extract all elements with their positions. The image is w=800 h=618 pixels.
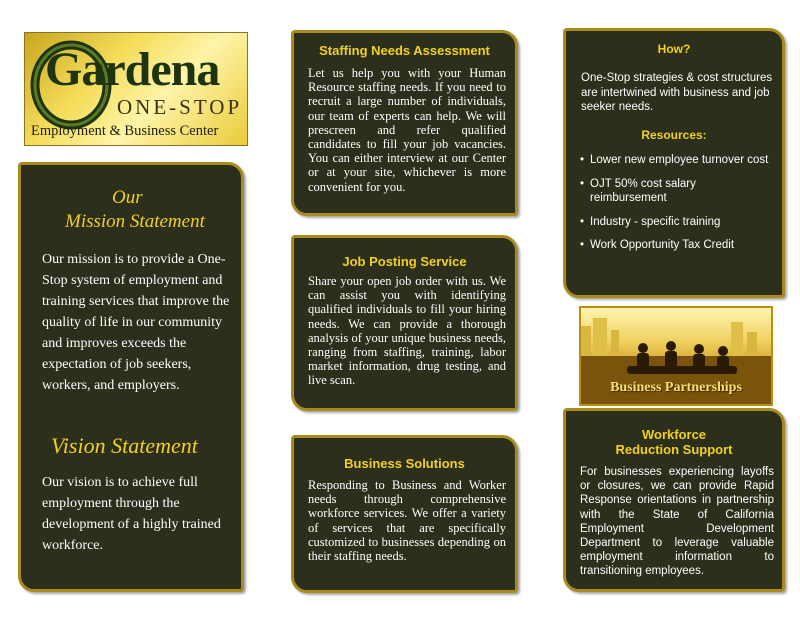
mission-title-line2: Mission Statement <box>65 211 205 232</box>
workforce-title-line1: Workforce <box>641 427 707 442</box>
mission-title-line1: Our <box>112 187 143 208</box>
bullet-icon: • <box>580 177 585 190</box>
bullet-icon: • <box>580 154 585 166</box>
workforce-panel <box>563 408 785 592</box>
how-title: How? <box>657 42 691 56</box>
staffing-panel <box>291 30 518 216</box>
logo-subtitle: Employment & Business Center <box>31 123 219 139</box>
bullet-icon: • <box>580 239 585 251</box>
mission-vision-panel <box>18 162 244 592</box>
staffing-text: Let us help you with your Human Resource staffing needs. If you need to recruit a large number of individuals, our team of experts can help. We will prescreen and refer qualified candidates to fill your job vacancies. You can either interview at our Center or at your site, whichever is more convenient for you. <box>308 66 506 194</box>
staffing-title: Staffing Needs Assessment <box>319 43 490 58</box>
list-item: • Work Opportunity Tax Credit <box>580 239 735 251</box>
resources-list <box>580 153 774 253</box>
how-text: One-Stop strategies & cost structures are intertwined with business and job seeker needs. <box>581 72 773 113</box>
mission-text: Our mission is to provide a One-Stop system of employment and training services that improve the quality of life in our community and improves exceeds the expectation of job seekers, workers, and employers. <box>42 252 230 393</box>
vision-title: Vision Statement <box>51 433 198 458</box>
bullet-icon: • <box>580 215 585 228</box>
logo-name: Gardena <box>45 43 220 96</box>
list-item: • Industry - specific training <box>580 215 721 228</box>
business-solutions-title: Business Solutions <box>344 456 465 471</box>
business-partnerships-image <box>579 306 773 406</box>
how-panel <box>563 28 785 298</box>
resources-title: Resources: <box>641 128 707 142</box>
list-item: • Lower new employee turnover cost <box>580 154 769 166</box>
vision-text: Our vision is to achieve full employment through the development of a highly trained workforce. <box>42 475 221 553</box>
job-posting-title: Job Posting Service <box>342 254 467 269</box>
workforce-title-line2: Reduction Support <box>615 442 733 457</box>
gardena-logo <box>24 32 248 146</box>
business-partnerships-caption: Business Partnerships <box>610 380 742 395</box>
list-item: • OJT 50% cost salary reimbursement <box>580 177 696 204</box>
workforce-text: For businesses experiencing layoffs or closures, we can provide Rapid Response orientations in partnership with the State of California Employment Development Department to leverage valuable employment information to transitioning employees. <box>580 466 774 578</box>
logo-one-stop: ONE-STOP <box>117 95 243 119</box>
job-posting-panel <box>291 235 518 411</box>
business-solutions-panel <box>291 435 518 593</box>
job-posting-text: Share your open job order with us. We can assist you with identifying qualified individuals to fill your hiring needs. We can provide a thorough analysis of your unique business needs, ranging from staffing, training, labor market information, drug testing, and live scan. <box>308 274 506 388</box>
business-solutions-text: Responding to Business and Worker needs through comprehensive workforce services. We offer a variety of services that are specifically customized to businesses depending on their staffing needs. <box>308 478 506 564</box>
